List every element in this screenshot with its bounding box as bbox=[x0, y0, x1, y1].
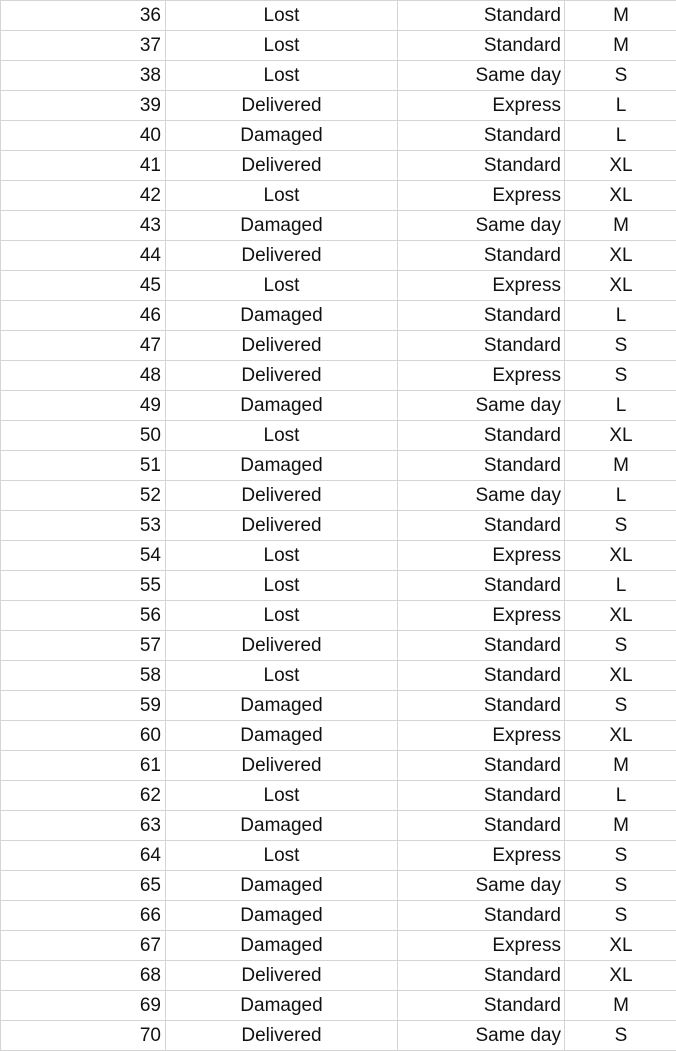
cell-status[interactable]: Damaged bbox=[166, 211, 398, 241]
table-row bbox=[1, 361, 676, 391]
cell-size[interactable]: XL bbox=[565, 601, 676, 631]
cell-shipping[interactable]: Express bbox=[398, 181, 565, 211]
cell-id[interactable]: 67 bbox=[1, 931, 166, 961]
cell-id[interactable]: 60 bbox=[1, 721, 166, 751]
cell-id[interactable]: 47 bbox=[1, 331, 166, 361]
cell-shipping[interactable]: Standard bbox=[398, 661, 565, 691]
cell-id[interactable]: 61 bbox=[1, 751, 166, 781]
cell-id[interactable]: 45 bbox=[1, 271, 166, 301]
table-row bbox=[1, 421, 676, 451]
cell-size[interactable]: L bbox=[565, 91, 676, 121]
cell-shipping[interactable]: Standard bbox=[398, 751, 565, 781]
table-row bbox=[1, 781, 676, 811]
cell-status[interactable]: Lost bbox=[166, 421, 398, 451]
cell-id[interactable]: 41 bbox=[1, 151, 166, 181]
cell-id[interactable]: 69 bbox=[1, 991, 166, 1021]
cell-id[interactable]: 53 bbox=[1, 511, 166, 541]
cell-size[interactable]: M bbox=[565, 211, 676, 241]
cell-id[interactable]: 39 bbox=[1, 91, 166, 121]
cell-id[interactable]: 58 bbox=[1, 661, 166, 691]
cell-size[interactable]: XL bbox=[565, 931, 676, 961]
cell-shipping[interactable]: Same day bbox=[398, 871, 565, 901]
cell-id[interactable]: 62 bbox=[1, 781, 166, 811]
cell-size[interactable]: S bbox=[565, 361, 676, 391]
cell-id[interactable]: 50 bbox=[1, 421, 166, 451]
cell-status[interactable]: Damaged bbox=[166, 391, 398, 421]
cell-shipping[interactable]: Standard bbox=[398, 301, 565, 331]
cell-shipping[interactable]: Express bbox=[398, 271, 565, 301]
table-row bbox=[1, 301, 676, 331]
cell-shipping[interactable]: Standard bbox=[398, 31, 565, 61]
table-row bbox=[1, 121, 676, 151]
cell-status[interactable]: Lost bbox=[166, 541, 398, 571]
cell-shipping[interactable]: Standard bbox=[398, 121, 565, 151]
cell-size[interactable]: XL bbox=[565, 661, 676, 691]
cell-shipping[interactable]: Express bbox=[398, 91, 565, 121]
table-row bbox=[1, 841, 676, 871]
cell-status[interactable]: Delivered bbox=[166, 361, 398, 391]
cell-status[interactable]: Lost bbox=[166, 271, 398, 301]
cell-id[interactable]: 59 bbox=[1, 691, 166, 721]
table-row bbox=[1, 91, 676, 121]
table-row bbox=[1, 931, 676, 961]
cell-size[interactable]: L bbox=[565, 781, 676, 811]
cell-shipping[interactable]: Standard bbox=[398, 691, 565, 721]
cell-size[interactable]: XL bbox=[565, 241, 676, 271]
table-row bbox=[1, 571, 676, 601]
cell-status[interactable]: Delivered bbox=[166, 481, 398, 511]
cell-size[interactable]: S bbox=[565, 511, 676, 541]
cell-status[interactable]: Lost bbox=[166, 781, 398, 811]
table-row bbox=[1, 31, 676, 61]
table-row bbox=[1, 961, 676, 991]
cell-shipping[interactable]: Express bbox=[398, 841, 565, 871]
table-row bbox=[1, 241, 676, 271]
cell-shipping[interactable]: Same day bbox=[398, 211, 565, 241]
cell-size[interactable]: L bbox=[565, 571, 676, 601]
cell-shipping[interactable]: Standard bbox=[398, 511, 565, 541]
cell-id[interactable]: 48 bbox=[1, 361, 166, 391]
cell-shipping[interactable]: Standard bbox=[398, 571, 565, 601]
cell-size[interactable]: L bbox=[565, 121, 676, 151]
cell-status[interactable]: Damaged bbox=[166, 121, 398, 151]
cell-id[interactable]: 36 bbox=[1, 1, 166, 31]
cell-size[interactable]: S bbox=[565, 1021, 676, 1051]
cell-size[interactable]: XL bbox=[565, 721, 676, 751]
cell-status[interactable]: Lost bbox=[166, 61, 398, 91]
cell-shipping[interactable]: Standard bbox=[398, 991, 565, 1021]
cell-status[interactable]: Damaged bbox=[166, 931, 398, 961]
cell-status[interactable]: Delivered bbox=[166, 631, 398, 661]
cell-id[interactable]: 38 bbox=[1, 61, 166, 91]
cell-id[interactable]: 49 bbox=[1, 391, 166, 421]
cell-status[interactable]: Delivered bbox=[166, 151, 398, 181]
table-row bbox=[1, 181, 676, 211]
table-row bbox=[1, 271, 676, 301]
cell-status[interactable]: Damaged bbox=[166, 691, 398, 721]
table-row bbox=[1, 151, 676, 181]
table-row bbox=[1, 61, 676, 91]
table-row bbox=[1, 691, 676, 721]
table-row bbox=[1, 661, 676, 691]
cell-status[interactable]: Lost bbox=[166, 181, 398, 211]
cell-shipping[interactable]: Standard bbox=[398, 421, 565, 451]
cell-shipping[interactable]: Express bbox=[398, 601, 565, 631]
cell-id[interactable]: 63 bbox=[1, 811, 166, 841]
cell-id[interactable]: 66 bbox=[1, 901, 166, 931]
cell-status[interactable]: Damaged bbox=[166, 301, 398, 331]
cell-status[interactable]: Delivered bbox=[166, 751, 398, 781]
table-row bbox=[1, 811, 676, 841]
cell-shipping[interactable]: Same day bbox=[398, 61, 565, 91]
cell-size[interactable]: M bbox=[565, 451, 676, 481]
cell-id[interactable]: 55 bbox=[1, 571, 166, 601]
table-row bbox=[1, 1021, 676, 1051]
cell-status[interactable]: Damaged bbox=[166, 871, 398, 901]
cell-size[interactable]: XL bbox=[565, 421, 676, 451]
table-row bbox=[1, 631, 676, 661]
cell-status[interactable]: Delivered bbox=[166, 961, 398, 991]
cell-status[interactable]: Damaged bbox=[166, 721, 398, 751]
table-row bbox=[1, 451, 676, 481]
cell-status[interactable]: Damaged bbox=[166, 811, 398, 841]
cell-size[interactable]: XL bbox=[565, 541, 676, 571]
cell-size[interactable]: L bbox=[565, 481, 676, 511]
table-row bbox=[1, 541, 676, 571]
cell-size[interactable]: XL bbox=[565, 181, 676, 211]
cell-status[interactable]: Lost bbox=[166, 841, 398, 871]
cell-shipping[interactable]: Express bbox=[398, 361, 565, 391]
cell-status[interactable]: Delivered bbox=[166, 511, 398, 541]
cell-shipping[interactable]: Standard bbox=[398, 961, 565, 991]
cell-id[interactable]: 37 bbox=[1, 31, 166, 61]
cell-id[interactable]: 56 bbox=[1, 601, 166, 631]
table-row bbox=[1, 511, 676, 541]
cell-id[interactable]: 51 bbox=[1, 451, 166, 481]
cell-size[interactable]: M bbox=[565, 991, 676, 1021]
table-row bbox=[1, 1, 676, 31]
cell-status[interactable]: Lost bbox=[166, 661, 398, 691]
cell-shipping[interactable]: Express bbox=[398, 541, 565, 571]
table-row bbox=[1, 211, 676, 241]
cell-shipping[interactable]: Standard bbox=[398, 1, 565, 31]
cell-shipping[interactable]: Standard bbox=[398, 901, 565, 931]
cell-status[interactable]: Delivered bbox=[166, 331, 398, 361]
cell-size[interactable]: XL bbox=[565, 151, 676, 181]
table-row bbox=[1, 391, 676, 421]
cell-size[interactable]: M bbox=[565, 751, 676, 781]
cell-status[interactable]: Delivered bbox=[166, 241, 398, 271]
cell-status[interactable]: Lost bbox=[166, 31, 398, 61]
cell-shipping[interactable]: Standard bbox=[398, 331, 565, 361]
cell-size[interactable]: M bbox=[565, 1, 676, 31]
cell-status[interactable]: Damaged bbox=[166, 901, 398, 931]
cell-size[interactable]: L bbox=[565, 301, 676, 331]
table-row bbox=[1, 871, 676, 901]
cell-id[interactable]: 70 bbox=[1, 1021, 166, 1051]
cell-size[interactable]: XL bbox=[565, 271, 676, 301]
cell-status[interactable]: Damaged bbox=[166, 991, 398, 1021]
cell-size[interactable]: XL bbox=[565, 961, 676, 991]
cell-shipping[interactable]: Same day bbox=[398, 481, 565, 511]
cell-size[interactable]: S bbox=[565, 901, 676, 931]
table-row bbox=[1, 481, 676, 511]
cell-id[interactable]: 52 bbox=[1, 481, 166, 511]
cell-id[interactable]: 44 bbox=[1, 241, 166, 271]
cell-status[interactable]: Lost bbox=[166, 1, 398, 31]
cell-shipping[interactable]: Express bbox=[398, 721, 565, 751]
cell-id[interactable]: 40 bbox=[1, 121, 166, 151]
cell-id[interactable]: 46 bbox=[1, 301, 166, 331]
table-row bbox=[1, 991, 676, 1021]
cell-shipping[interactable]: Standard bbox=[398, 631, 565, 661]
cell-size[interactable]: S bbox=[565, 841, 676, 871]
table-row bbox=[1, 751, 676, 781]
cell-shipping[interactable]: Standard bbox=[398, 451, 565, 481]
cell-status[interactable]: Damaged bbox=[166, 451, 398, 481]
cell-shipping[interactable]: Same day bbox=[398, 391, 565, 421]
table-row bbox=[1, 601, 676, 631]
cell-status[interactable]: Delivered bbox=[166, 1021, 398, 1051]
cell-shipping[interactable]: Same day bbox=[398, 1021, 565, 1051]
cell-id[interactable]: 68 bbox=[1, 961, 166, 991]
cell-id[interactable]: 54 bbox=[1, 541, 166, 571]
table-row bbox=[1, 721, 676, 751]
cell-size[interactable]: M bbox=[565, 31, 676, 61]
cell-id[interactable]: 57 bbox=[1, 631, 166, 661]
cell-size[interactable]: S bbox=[565, 631, 676, 661]
cell-size[interactable]: S bbox=[565, 61, 676, 91]
cell-status[interactable]: Delivered bbox=[166, 91, 398, 121]
cell-id[interactable]: 43 bbox=[1, 211, 166, 241]
table-row bbox=[1, 901, 676, 931]
cell-id[interactable]: 64 bbox=[1, 841, 166, 871]
cell-size[interactable]: S bbox=[565, 331, 676, 361]
cell-shipping[interactable]: Standard bbox=[398, 151, 565, 181]
grid-body bbox=[1, 1, 676, 1051]
cell-size[interactable]: S bbox=[565, 691, 676, 721]
cell-shipping[interactable]: Express bbox=[398, 931, 565, 961]
cell-id[interactable]: 65 bbox=[1, 871, 166, 901]
cell-shipping[interactable]: Standard bbox=[398, 811, 565, 841]
cell-size[interactable]: L bbox=[565, 391, 676, 421]
cell-status[interactable]: Lost bbox=[166, 601, 398, 631]
cell-shipping[interactable]: Standard bbox=[398, 241, 565, 271]
cell-status[interactable]: Lost bbox=[166, 571, 398, 601]
cell-id[interactable]: 42 bbox=[1, 181, 166, 211]
table-row bbox=[1, 331, 676, 361]
cell-shipping[interactable]: Standard bbox=[398, 781, 565, 811]
cell-size[interactable]: M bbox=[565, 811, 676, 841]
cell-size[interactable]: S bbox=[565, 871, 676, 901]
